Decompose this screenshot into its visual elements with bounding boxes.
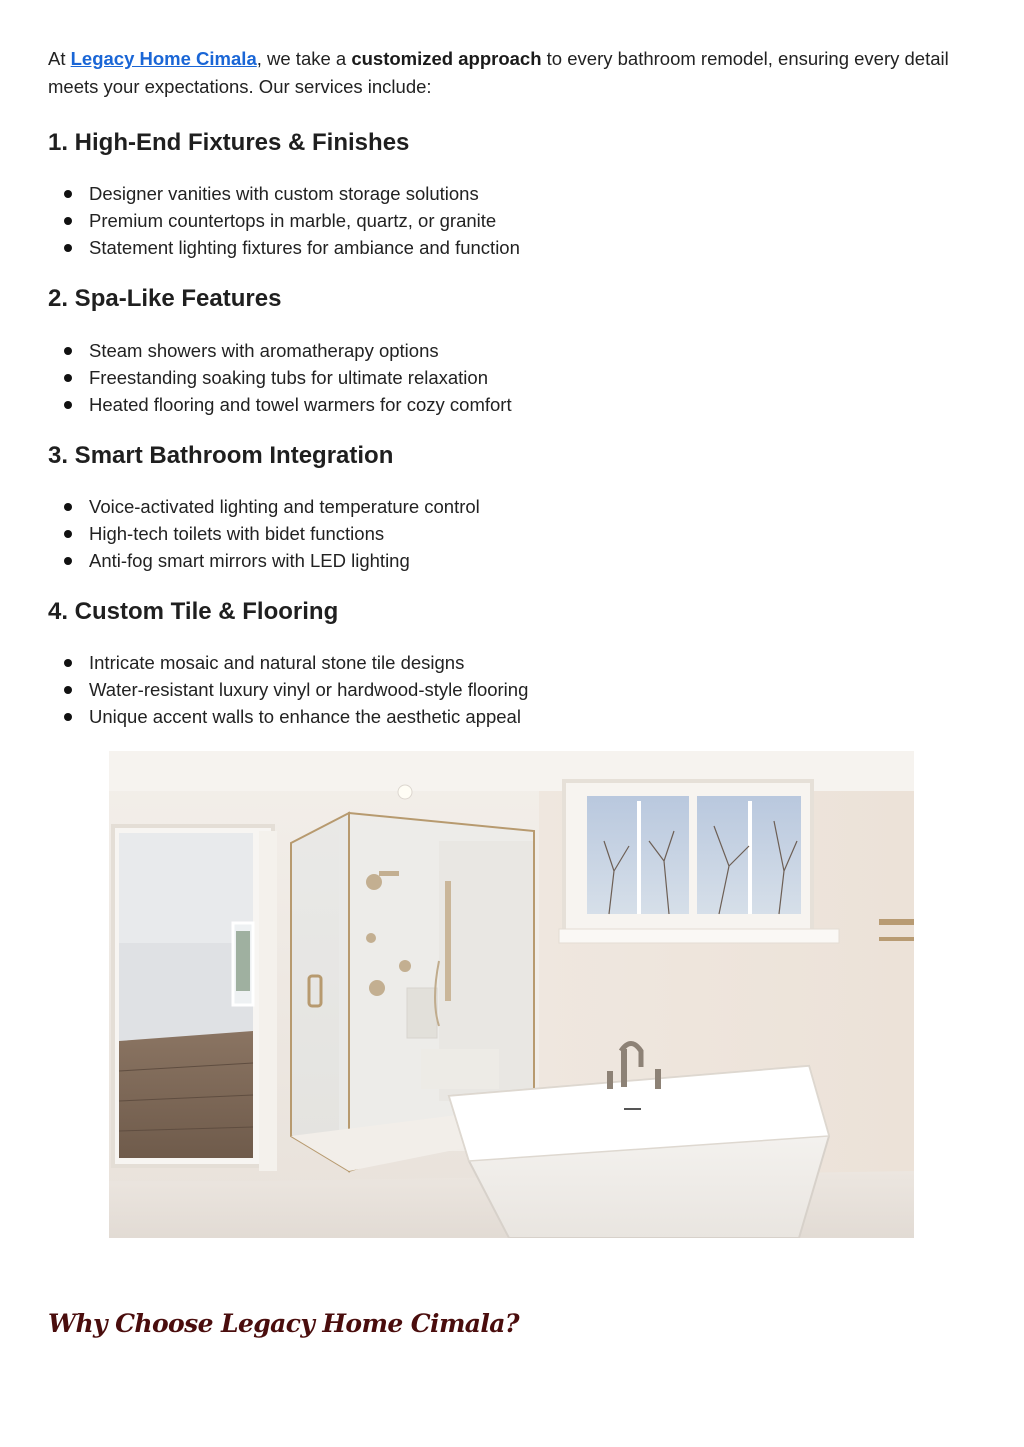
list-item: Heated flooring and towel warmers for cozy comfort (48, 391, 512, 418)
list-item: Designer vanities with custom storage solutions (48, 180, 520, 207)
list-item: Premium countertops in marble, quartz, or granite (48, 207, 520, 234)
intro-prefix: At (48, 48, 71, 69)
section-heading-tile: 4. Custom Tile & Flooring (48, 598, 339, 625)
intro-paragraph (48, 45, 958, 101)
spa-list (48, 337, 512, 418)
section-heading-smart: 3. Smart Bathroom Integration (48, 442, 394, 469)
list-item: Freestanding soaking tubs for ultimate relaxation (48, 364, 512, 391)
list-item: Statement lighting fixtures for ambiance and function (48, 234, 520, 261)
fixtures-list (48, 180, 520, 261)
intro-bold-phrase: customized approach (351, 48, 542, 69)
list-item: Anti-fog smart mirrors with LED lighting (48, 547, 480, 574)
intro-suffix: to every bathroom remodel, ensuring every detail meets your expectations. Our services include: (48, 48, 949, 97)
legacy-home-cimala-link[interactable]: Legacy Home Cimala (70, 48, 257, 69)
list-item: Unique accent walls to enhance the aesthetic appeal (48, 703, 528, 730)
intro-middle: , we take a (256, 48, 352, 69)
bathroom-photo (109, 751, 914, 1238)
list-item: Steam showers with aromatherapy options (48, 337, 512, 364)
why-choose-heading: Why Choose Legacy Home Cimala? (48, 1309, 519, 1338)
list-item: Water-resistant luxury vinyl or hardwood-style flooring (48, 676, 528, 703)
smart-list (48, 493, 480, 574)
section-heading-fixtures: 1. High-End Fixtures & Finishes (48, 129, 410, 156)
list-item: High-tech toilets with bidet functions (48, 520, 480, 547)
bathroom-illustration (109, 751, 914, 1238)
list-item: Intricate mosaic and natural stone tile designs (48, 649, 528, 676)
section-heading-spa: 2. Spa-Like Features (48, 285, 282, 312)
tile-list (48, 649, 528, 730)
list-item: Voice-activated lighting and temperature control (48, 493, 480, 520)
